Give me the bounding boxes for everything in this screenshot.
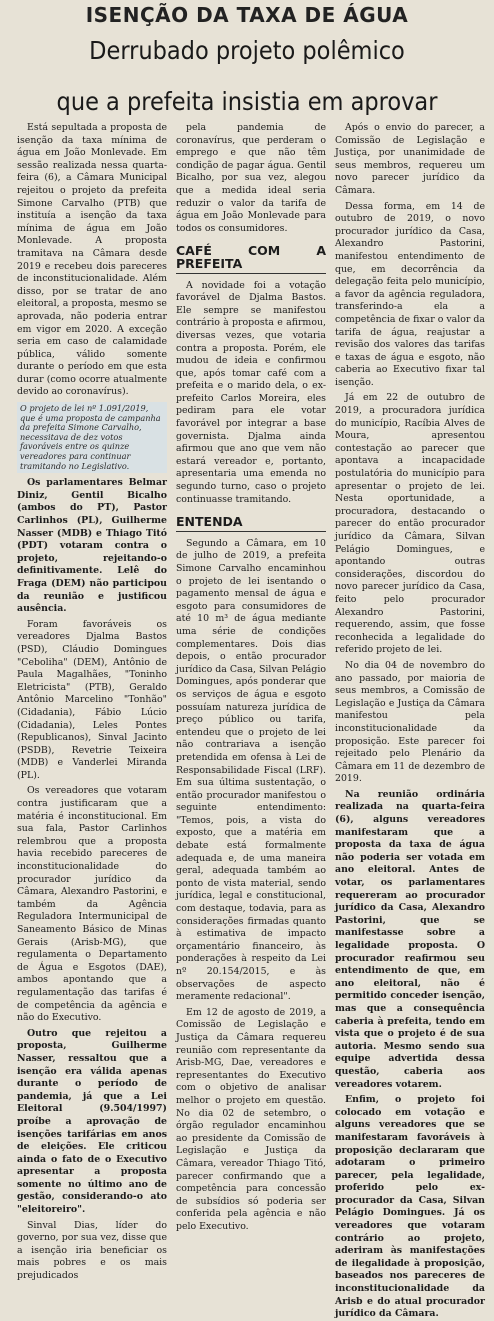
headline-line-1: Derrubado projeto polêmico — [89, 36, 405, 65]
article-column-3 — [335, 122, 485, 1320]
paragraph: Na reunião ordinária realizada na quarta-feira (6), alguns vereadores manifestaram que a proposta da taxa de água não poderia ser votada em ano eleitoral. Antes de votar, os parlamentares requereram ao procurador jurídico da Casa, Alexandro Pastorini, que se manifestasse sobre a legalidade proposta. O procurador reafirmou seu entendimento de que, em ano eleitoral, não é permitido conceder isenção, mas que a consequência caberia à prefeita, tendo em vista que o projeto é de sua autoria. Mesmo sendo sua equipe advertida dessa questão, caberia aos vereadores votarem. — [335, 788, 485, 1090]
paragraph: Foram favoráveis os vereadores Djalma Bastos (PSD), Cláudio Domingues "Ceboliha" (DEM), Antônio de Paula Magalhães, "Toninho Eletricista" (PTB), Geraldo Antônio Marcelino "Tonhão" (Cidadania), Fábio Lúcio (Cidadania), Leles Pontes (Republicanos), Sinval Jacinto (PSDB), Revetrie Teixeira (MDB) e Vanderlei Miranda (PL). — [17, 618, 167, 781]
paragraph: Enfim, o projeto foi colocado em votação e alguns vereadores que se manifestaram favoráveis à proposição declararam que adotaram o primeiro parecer, pela legalidade, proferido pelo ex-procurador da Casa, Silvan Pelágio Domingues. Já os vereadores que votaram contrário ao projeto, aderiram às manifestações de ilegalidade à proposição, baseados nos pareceres de inconstitucionalidade da Arisb e do atual procurador jurídico da Câmara. — [335, 1094, 485, 1320]
highlighted-note: O projeto de lei nº 1.091/2019, que é uma proposta de campanha da prefeita Simone Carvalho, necessitava de dez votos favoráveis entre os quinze vereadores para continuar tramitando no Legislativo. — [17, 402, 167, 473]
paragraph: Já em 22 de outubro de 2019, a procuradora jurídica do município, Racíbia Alves de Moura, apresentou contestação ao parecer que apontava a incapacidade postulatória do município para apresentar o projeto de lei. Nesta oportunidade, a procuradora, destacando o parecer do então procurador jurídico da Câmara, Silvan Pelágio Domingues, e apontando outras considerações, discordou do novo parecer jurídico da Casa, feito pelo procurador Alexandro Pastorini, requerendo, assim, que fosse reconhecida a legalidade do referido projeto de lei. — [335, 392, 485, 656]
section-heading-entenda: ENTENDA — [176, 510, 326, 532]
article-column-2 — [176, 122, 326, 1263]
paragraph: Os parlamentares Belmar Diniz, Gentil Bicalho (ambos do PT), Pastor Carlinhos (PL), Guilherme Nasser (MDB) e Thiago Titó (PDT) votaram contra o projeto, rejeitando-o definitivamente. Lelê do Fraga (DEM) não participou da reunião e justificou ausência. — [17, 477, 167, 615]
paragraph: Outro que rejeitou a proposta, Guilherme Nasser, ressaltou que a isenção era válida apenas durante o período de pandemia, já que a Lei Eleitoral (9.504/1997) proíbe a aprovação de isenções tarifárias em anos de eleições. Ele criticou ainda o fato de o Executivo apresentar a proposta somente no último ano de gestão, considerando-o ato "eleitoreiro". — [17, 1027, 167, 1216]
paragraph: Segundo a Câmara, em 10 de julho de 2019, a prefeita Simone Carvalho encaminhou o projeto de lei isentando o pagamento mensal de água e esgoto para consumidores de até 10 m³ de água mediante uma série de condições complementares. Dois dias depois, o então procurador jurídico da Casa, Silvan Pelágio Domingues, após ponderar que os serviços de água e esgoto possuíam natureza jurídica de preço público ou tarifa, entendeu que o projeto de lei não contrariava a isenção pretendida em ofensa à Lei de Responsabilidade Fiscal (LRF). Em sua última sustentação, o então procurador manifestou o seguinte entendimento: "Temos, pois, a vista do exposto, que a matéria em debate está formalmente adequada e, de uma maneira geral, adequada também ao ponto de vista material, sendo jurídica, legal e constitucional, com destaque, todavia, para as considerações firmadas quanto à estimativa de impacto orçamentário financeiro, às ponderações à respeito da Lei nº 20.154/2015, e às observações de aspecto meramente redacional". — [176, 537, 326, 1003]
headline-line-2: que a prefeita insistia em aprovar — [56, 87, 438, 116]
section-heading-cafe: CAFÉ COM A PREFEITA — [176, 239, 326, 273]
paragraph: Sinval Dias, líder do governo, por sua vez, disse que a isenção iria beneficiar os mais pobres e os mais prejudicados — [17, 1219, 167, 1282]
paragraph: No dia 04 de novembro do ano passado, por maioria de seus membros, a Comissão de Legislação e Justiça da Câmara manifestou pela inconstitucionalidade da proposição. Este parecer foi rejeitado pelo Plenário da Câmara em 11 de dezembro de 2019. — [335, 659, 485, 785]
paragraph: A novidade foi a votação favorável de Djalma Bastos. Ele sempre se manifestou contrário à proposta e afirmou, diversas vezes, que votaria contra a proposta. Porém, ele mudou de ideia e confirmou que, após tomar café com a prefeita e o marido dela, o ex-prefeito Carlos Moreira, eles pediram para ele votar favorável por integrar a base governista. Djalma ainda afirmou que ano que vem não estará vereador e, portanto, apresentaria uma emenda no segundo turno, caso o projeto continuasse tramitando. — [176, 279, 326, 505]
paragraph: Dessa forma, em 14 de outubro de 2019, o novo procurador jurídico da Casa, Alexandro Pastorini, manifestou entendimento de que, em decorrência da delegação feita pelo município, a favor da agência reguladora, transferindo-a ela a competência de fixar o valor da tarifa de água, reajustar a revisão dos valores das tarifas e taxas de água e esgoto, não caberia ao Executivo fixar tal isenção. — [335, 200, 485, 388]
paragraph: pela pandemia de coronavírus, que perderam o emprego e que não têm condição de pagar água. Gentil Bicalho, por sua vez, alegou que a medida ideal seria reduzir o valor da tarifa de água em João Monlevade para todos os consumidores. — [176, 122, 326, 234]
article-column-1 — [17, 122, 167, 1282]
paragraph: Os vereadores que votaram contra justificaram que a matéria é inconstitucional. Em sua fala, Pastor Carlinhos relembrou que a proposta havia recebido pareceres de inconstitucionalidade do procurador jurídico da Câmara, Alexandro Pastorini, e também da Agência Reguladora Intermunicipal de Saneamento Básico de Minas Gerais (Arisb-MG), que regulamenta o Departamento de Água e Esgotos (DAE), ambos apontando que a regulamentação das tarifas é de competência da agência e não do Executivo. — [17, 785, 167, 1024]
paragraph: Após o envio do parecer, a Comissão de Legislação e Justiça, por unanimidade de seus membros, requereu um novo parecer jurídico da Câmara. — [335, 122, 485, 196]
paragraph: Está sepultada a proposta de isenção da taxa mínima de água em João Monlevade. Em sessão realizada nessa quarta-feira (6), a Câmara Municipal rejeitou o projeto da prefeita Simone Carvalho (PTB) que instituía a isenção da taxa mínima de água em João Monlevade. A proposta tramitava na Câmara desde 2019 e recebeu dois pareceres de inconstitucionalidade. Além disso, por se tratar de ano eleitoral, a proposta, mesmo se aprovada, não poderia entrar em vigor em 2020. A exceção seria em caso de calamidade pública, válido somente durante o período em que esta durar (como ocorre atualmente devido ao coronavírus). — [17, 122, 167, 398]
kicker: ISENÇÃO DA TAXA DE ÁGUA — [85, 3, 409, 27]
paragraph: Em 12 de agosto de 2019, a Comissão de Legislação e Justiça da Câmara requereu reunião com representante da Arisb-MG, Dae, vereadores e representantes do Executivo com o objetivo de analisar melhor o projeto em questão. No dia 02 de setembro, o órgão regulador encaminhou ao presidente da Comissão de Legislação e Justiça da Câmara, vereador Thiago Titó, parecer confirmando que a competência para concessão de subsídios só poderia ser conferida pela agência e não pelo Executivo. — [176, 1006, 326, 1232]
